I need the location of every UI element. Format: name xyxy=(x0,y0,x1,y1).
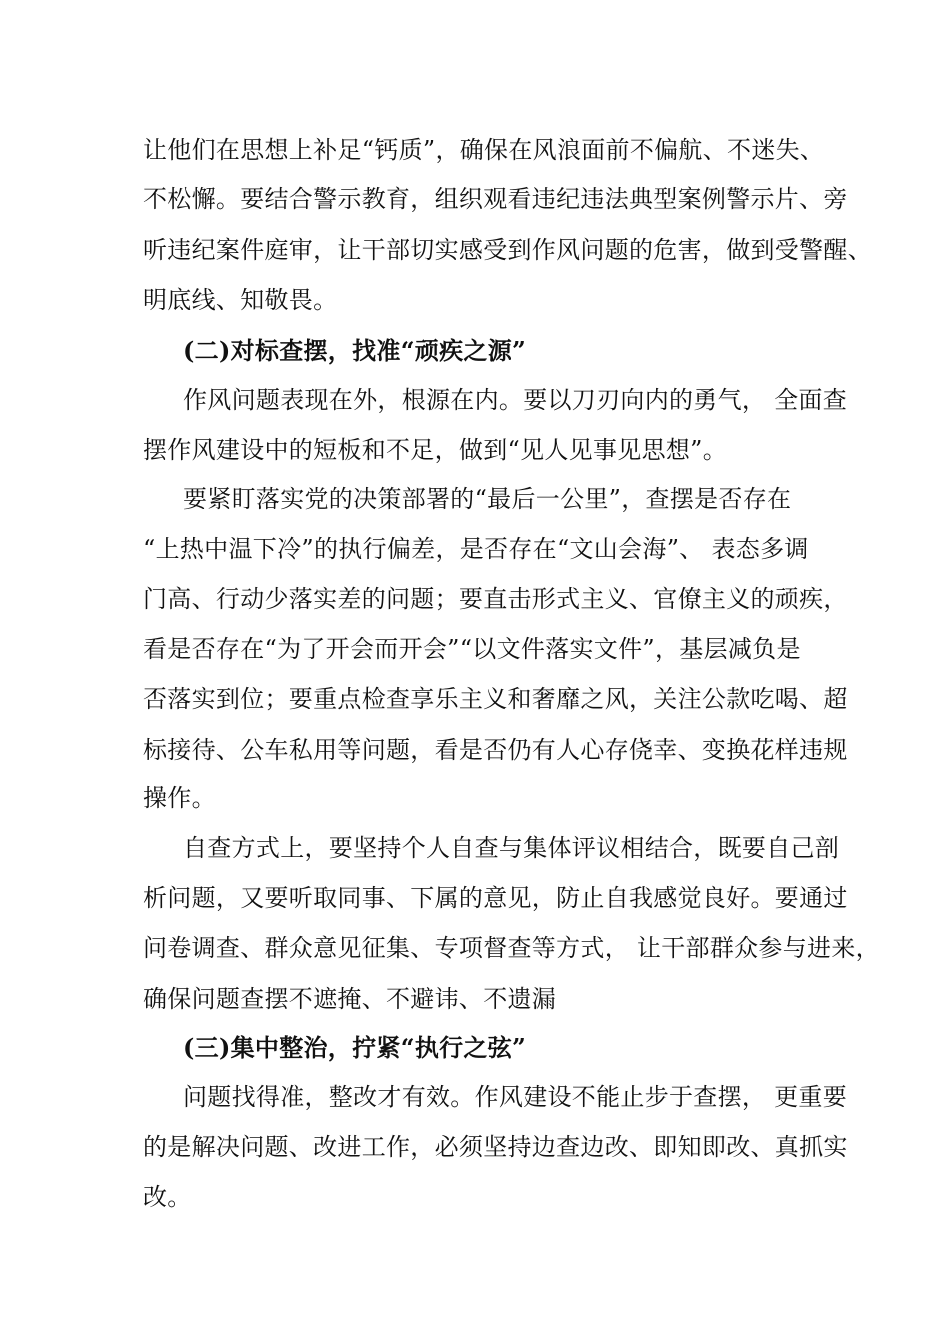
text-line: 自查方式上，要坚持个人自查与集体评议相结合，既要自己剖 xyxy=(183,834,840,862)
text-line: 确保问题查摆不遮掩、不避讳、不遗漏 xyxy=(143,985,557,1013)
text-line: 问题找得准，整改才有效。作风建设不能止步于查摆， 更重要 xyxy=(183,1083,848,1111)
text-line: 否落实到位；要重点检查享乐主义和奢靡之风，关注公款吃喝、超 xyxy=(143,685,848,713)
section-heading-2: (二)对标查摆，找准“顽疾之源” xyxy=(183,336,527,365)
text-line: 改。 xyxy=(143,1183,192,1211)
text-line: 听违纪案件庭审，让干部切实感受到作风问题的危害，做到受警醒、 xyxy=(143,236,872,264)
text-line: 作风问题表现在外，根源在内。要以刀刃向内的勇气， 全面查 xyxy=(183,386,848,414)
section-heading-3: (三)集中整治，拧紧“执行之弦” xyxy=(183,1033,527,1062)
text-line: 明底线、知敬畏。 xyxy=(143,286,338,314)
text-line: “上热中温下冷”的执行偏差，是否存在“文山会海”、 表态多调 xyxy=(143,535,809,563)
text-line: 操作。 xyxy=(143,784,216,812)
text-line: 门高、行动少落实差的问题；要直击形式主义、官僚主义的顽疾， xyxy=(143,585,848,613)
text-line: 要紧盯落实党的决策部署的“最后一公里”，查摆是否存在 xyxy=(183,485,792,513)
text-line: 不松懈。要结合警示教育，组织观看违纪违法典型案例警示片、旁 xyxy=(143,185,848,213)
text-line: 让他们在思想上补足“钙质”，确保在风浪面前不偏航、不迷失、 xyxy=(143,136,825,164)
text-line: 析问题，又要听取同事、下属的意见，防止自我感觉良好。要通过 xyxy=(143,884,848,912)
text-line: 的是解决问题、改进工作，必须坚持边查边改、即知即改、真抓实 xyxy=(143,1133,848,1161)
text-line: 标接待、公车私用等问题，看是否仍有人心存侥幸、变换花样违规 xyxy=(143,736,848,764)
text-line: 摆作风建设中的短板和不足，做到“见人见事见思想”。 xyxy=(143,436,728,464)
text-line: 问卷调查、群众意见征集、专项督查等方式， 让干部群众参与进来， xyxy=(143,934,880,962)
text-line: 看是否存在“为了开会而开会”“以文件落实文件”，基层减负是 xyxy=(143,635,801,663)
